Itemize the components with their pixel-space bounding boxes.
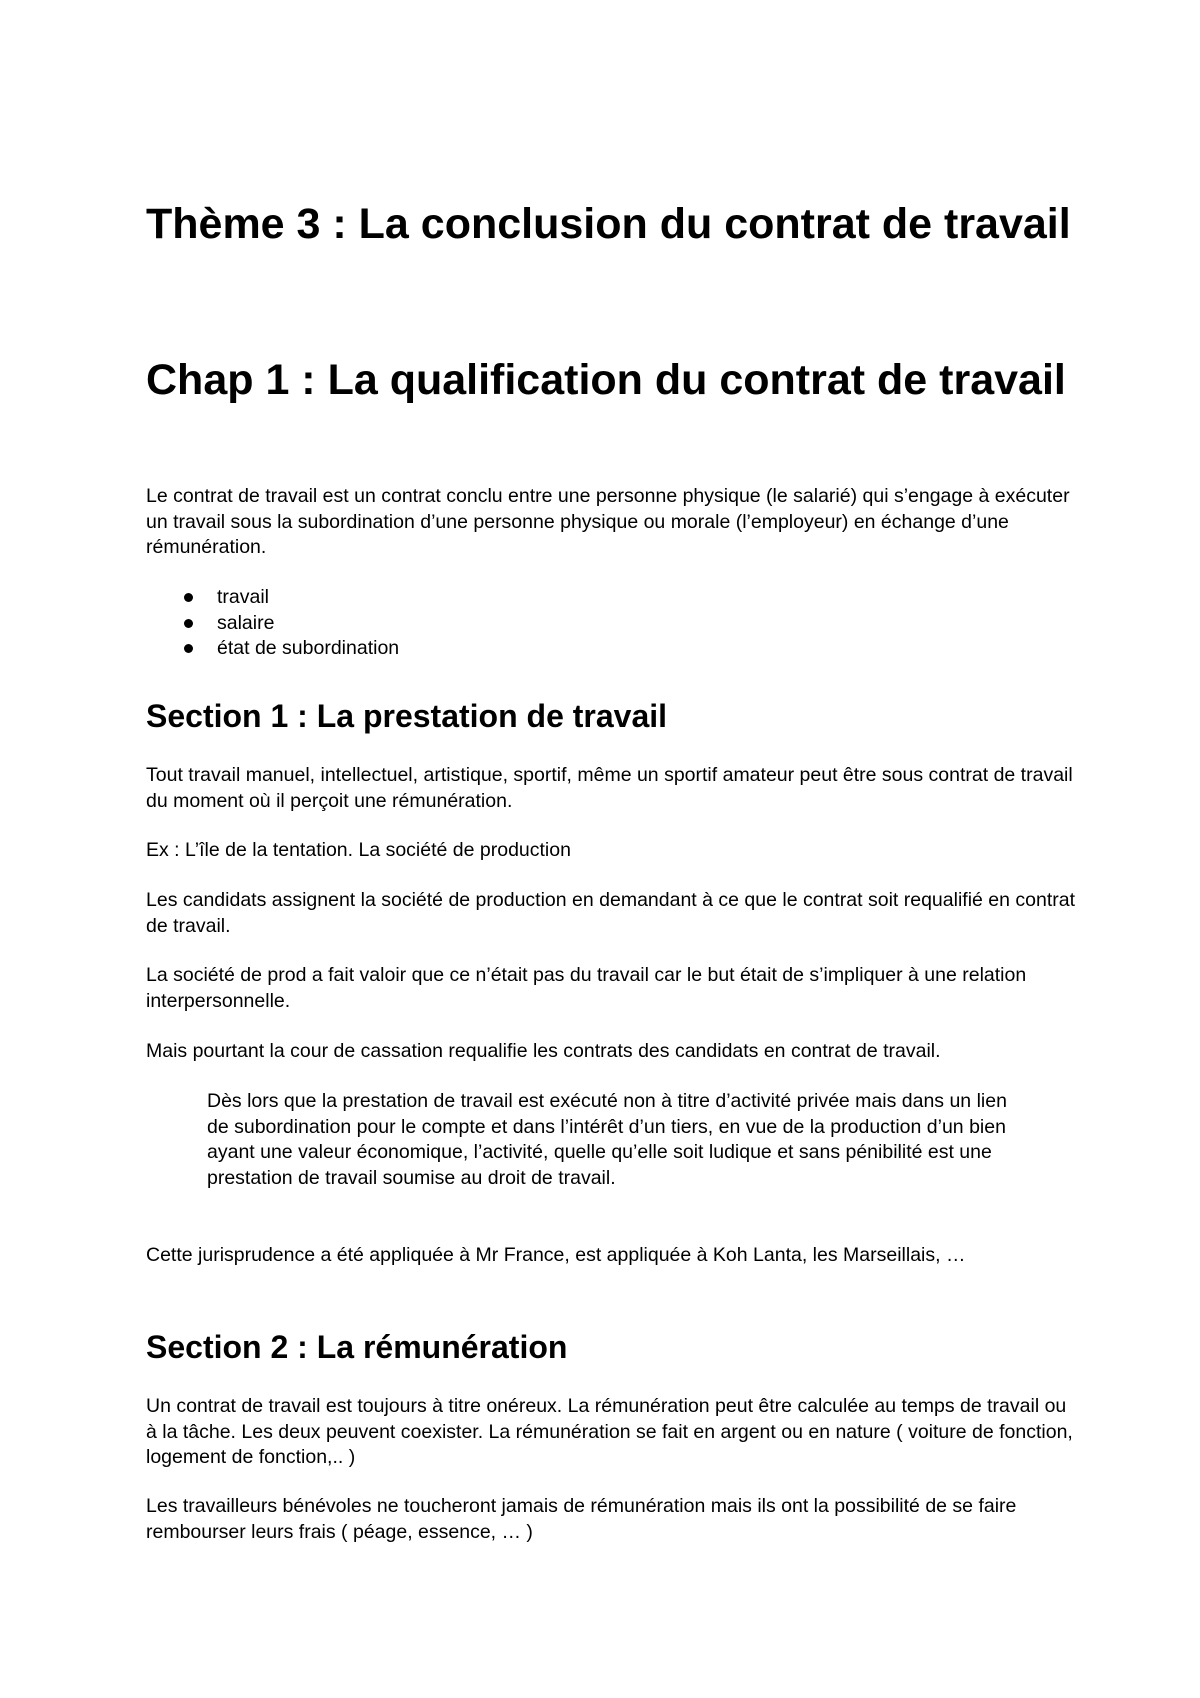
section-2-title: Section 2 : La rémunération xyxy=(146,1329,568,1365)
section-1-paragraph: La société de prod a fait valoir que ce n’était pas du travail car le but était de s’impliquer à une relation interpersonnelle. xyxy=(146,964,1027,1012)
list-item-label: état de subordination xyxy=(217,637,400,659)
block-quote: Dès lors que la prestation de travail est exécuté non à titre d’activité privée mais dans un lien de subordination pour le compte et dans l’intérêt d’un tiers, en vue de la production d’un bien ayant une valeur économique, l’activité, quelle qu’elle soit ludique et sans pénibilité est une prestation de travail soumise au droit de travail. xyxy=(207,1090,1007,1189)
section-1-paragraph: Les candidats assignent la société de production en demandant à ce que le contrat soit requalifié en contrat de travail. xyxy=(146,889,1076,937)
list-item-label: salaire xyxy=(217,611,275,634)
list-item xyxy=(184,585,399,611)
section-1-paragraph: Ex : L’île de la tentation. La société de production xyxy=(146,839,571,861)
section-2-paragraph: Un contrat de travail est toujours à titre onéreux. La rémunération peut être calculée au temps de travail ou à la tâche. Les deux peuvent coexister. La rémunération se fait en argent ou en nature ( voiture de fonction, logement de fonction,.. ) xyxy=(146,1395,1073,1468)
list-item xyxy=(184,636,399,662)
theme-title: Thème 3 : La conclusion du contrat de travail xyxy=(146,200,1071,248)
bullet-icon xyxy=(184,619,193,628)
chapter-title: Chap 1 : La qualification du contrat de travail xyxy=(146,356,1066,404)
list-item-label: travail xyxy=(217,586,270,608)
section-1-paragraph: Mais pourtant la cour de cassation requalifie les contrats des candidats en contrat de travail. xyxy=(146,1040,941,1062)
section-1-title: Section 1 : La prestation de travail xyxy=(146,698,668,734)
bullet-icon xyxy=(184,593,193,602)
criteria-list xyxy=(184,585,399,662)
section-1-paragraph: Cette jurisprudence a été appliquée à Mr France, est appliquée à Koh Lanta, les Marseillais, … xyxy=(146,1244,966,1266)
intro-paragraph: Le contrat de travail est un contrat conclu entre une personne physique (le salarié) qui s’engage à exécuter un travail sous la subordination d’une personne physique ou morale (l’employeur) en échange d’une rémunération. xyxy=(146,485,1070,558)
list-item xyxy=(184,611,399,637)
section-2-paragraph: Les travailleurs bénévoles ne toucheront jamais de rémunération mais ils ont la possibilité de se faire rembourser leurs frais ( péage, essence, … ) xyxy=(146,1495,1017,1543)
bullet-icon xyxy=(184,644,193,653)
section-1-paragraph: Tout travail manuel, intellectuel, artistique, sportif, même un sportif amateur peut être sous contrat de travail du moment où il perçoit une rémunération. xyxy=(146,764,1073,812)
